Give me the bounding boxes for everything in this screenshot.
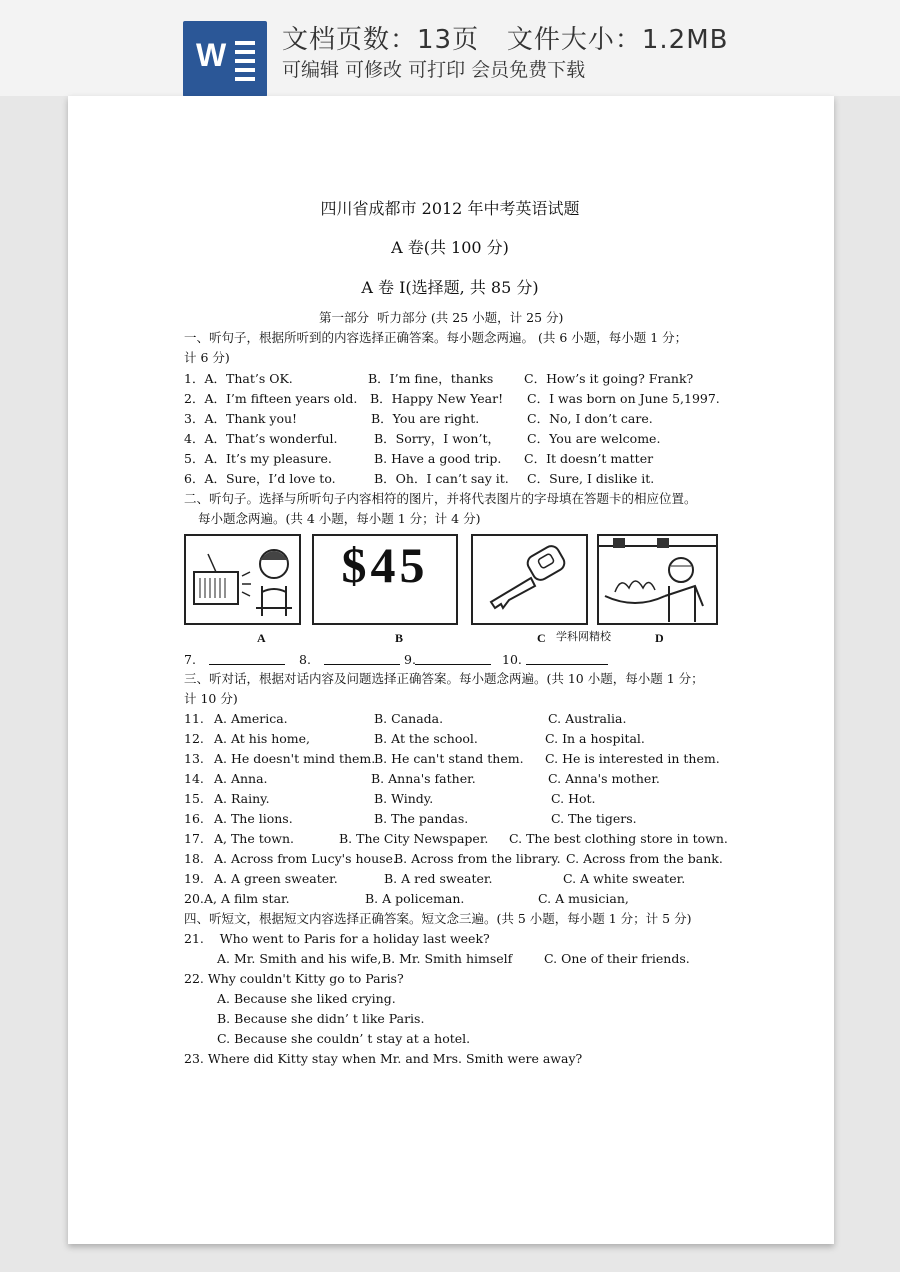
question-16-b: B. The pandas. <box>374 811 469 826</box>
blank-9-label: 9. <box>404 652 416 667</box>
question-11-b: B. Canada. <box>374 711 444 726</box>
question-14-b: B. Anna's father. <box>371 771 476 786</box>
picture-label-b: B <box>395 631 404 645</box>
exam-title: 四川省成都市 2012 年中考英语试题 <box>320 199 580 218</box>
question-19-a: A. A green sweater. <box>214 871 338 886</box>
question-12-a: A. At his home, <box>214 731 311 746</box>
question-20-a: A, A film star. <box>204 891 290 906</box>
section4-instruction: 四、听短文，根据短文内容选择正确答案。短文念三遍。(共 5 小题，每小题 1 分；计 5 分) <box>184 911 692 926</box>
radio-person-illustration <box>186 536 299 623</box>
part1-heading: 第一部分 听力部分 (共 25 小题，计 25 分) <box>319 310 564 325</box>
document-features: 可编辑 可修改 可打印 会员免费下载 <box>282 59 586 81</box>
question-2-b: B．Happy New Year! <box>370 391 504 406</box>
question-1-b: B．I’m fine，thanks <box>368 371 494 386</box>
blank-8-line <box>324 664 400 665</box>
question-18-a: A. Across from Lucy's house. <box>214 851 397 866</box>
question-17-num: 17. <box>184 831 204 846</box>
picture-label-a: A <box>257 631 266 645</box>
question-20-num: 20. <box>184 891 204 906</box>
picture-a-radio-listener <box>184 534 301 625</box>
question-17-c: C. The best clothing store in town. <box>509 831 728 846</box>
blank-7-label: 7. <box>184 652 196 667</box>
question-14-a: A. Anna. <box>214 771 268 786</box>
section1-instruction: 一、听句子，根据所听到的内容选择正确答案。每小题念两遍。 (共 6 小题，每小题 1 分； <box>184 330 688 345</box>
question-17-a: A, The town. <box>214 831 295 846</box>
question-23: 23. Where did Kitty stay when Mr. and Mrs. Smith were away? <box>184 1051 583 1066</box>
question-6-b: B．Oh．I can’t say it. <box>374 471 509 486</box>
question-18-b: B. Across from the library. <box>394 851 561 866</box>
key-illustration <box>473 536 586 623</box>
question-12-b: B. At the school. <box>374 731 478 746</box>
blank-8-label: 8. <box>299 652 311 667</box>
question-15-b: B. Windy. <box>374 791 434 806</box>
question-11-num: 11. <box>184 711 204 726</box>
question-14-c: C. Anna's mother. <box>548 771 660 786</box>
question-22-a: A. Because she liked crying. <box>217 991 396 1006</box>
document-meta: 文档页数：13页 文件大小：1.2MB <box>282 25 729 55</box>
picture-b-price <box>312 534 458 625</box>
question-13-c: C. He is interested in them. <box>545 751 720 766</box>
question-6-a: 6．A．Sure，I’d love to. <box>184 471 336 486</box>
question-3-c: C．No, I don’t care. <box>527 411 653 426</box>
picture-d-cooking <box>597 534 718 625</box>
section1-instruction-cont: 计 6 分) <box>184 350 230 365</box>
question-19-c: C. A white sweater. <box>563 871 686 886</box>
question-13-a: A. He doesn't mind them. <box>214 751 376 766</box>
section2-instruction-cont: 每小题念两遍。(共 4 小题，每小题 1 分；计 4 分) <box>198 511 481 526</box>
question-18-num: 18. <box>184 851 204 866</box>
question-21-b: B. Mr. Smith himself <box>382 951 513 966</box>
question-11-a: A. America. <box>214 711 288 726</box>
question-6-c: C．Sure, I dislike it. <box>527 471 655 486</box>
question-2-c: C．I was born on June 5,1997. <box>527 391 720 406</box>
question-21: 21. Who went to Paris for a holiday last week? <box>184 931 490 946</box>
question-17-b: B. The City Newspaper. <box>339 831 489 846</box>
question-22: 22. Why couldn't Kitty go to Paris? <box>184 971 404 986</box>
picture-label-d: D <box>655 631 664 645</box>
question-2-a: 2．A．I’m fifteen years old. <box>184 391 358 406</box>
question-22-b: B. Because she didn’ t like Paris. <box>217 1011 425 1026</box>
cooking-illustration <box>599 536 716 623</box>
question-4-b: B．Sorry，I won’t， <box>374 431 500 446</box>
picture-label-c: C <box>537 631 546 645</box>
question-20-c: C. A musician, <box>538 891 629 906</box>
picture-c-key <box>471 534 588 625</box>
price-label: $45 <box>341 537 429 593</box>
blank-9-line <box>415 664 491 665</box>
section3-instruction: 三、听对话，根据对话内容及问题选择正确答案。每小题念两遍。(共 10 小题，每小题 1 分； <box>184 671 704 686</box>
paper-a1-heading: A 卷 I(选择题, 共 85 分) <box>361 278 539 297</box>
question-16-c: C. The tigers. <box>551 811 637 826</box>
question-21-a: A. Mr. Smith and his wife, <box>217 951 382 966</box>
question-5-b: B. Have a good trip. <box>374 451 502 466</box>
question-15-num: 15. <box>184 791 204 806</box>
question-3-a: 3．A．Thank you! <box>184 411 298 426</box>
question-12-num: 12. <box>184 731 204 746</box>
paper-a-heading: A 卷(共 100 分) <box>391 238 509 257</box>
watermark-text: 学科网精校 <box>556 630 611 643</box>
question-12-c: C. In a hospital. <box>545 731 645 746</box>
question-4-a: 4．A．That’s wonderful. <box>184 431 338 446</box>
question-1-a: 1．A．That’s OK. <box>184 371 293 386</box>
blank-10-label: 10. <box>502 652 522 667</box>
blank-7-line <box>209 664 285 665</box>
question-5-c: C．It doesn’t matter <box>524 451 654 466</box>
question-18-c: C. Across from the bank. <box>566 851 723 866</box>
question-19-num: 19. <box>184 871 204 886</box>
section3-instruction-cont: 计 10 分) <box>184 691 238 706</box>
question-15-c: C. Hot. <box>551 791 596 806</box>
question-5-a: 5．A．It’s my pleasure. <box>184 451 332 466</box>
word-icon-letter: W <box>196 37 227 73</box>
question-11-c: C. Australia. <box>548 711 627 726</box>
question-20-b: B. A policeman. <box>365 891 465 906</box>
question-21-c: C. One of their friends. <box>544 951 690 966</box>
question-4-c: C．You are welcome. <box>527 431 661 446</box>
question-19-b: B. A red sweater. <box>384 871 493 886</box>
question-16-num: 16. <box>184 811 204 826</box>
question-13-b: B. He can't stand them. <box>374 751 524 766</box>
question-15-a: A. Rainy. <box>214 791 270 806</box>
question-16-a: A. The lions. <box>214 811 293 826</box>
section2-instruction: 二、听句子。选择与所听句子内容相符的图片，并将代表图片的字母填在答题卡的相应位置。 <box>184 491 697 506</box>
question-13-num: 13. <box>184 751 204 766</box>
question-14-num: 14. <box>184 771 204 786</box>
blank-10-line <box>526 664 608 665</box>
question-22-c: C. Because she couldn’ t stay at a hotel. <box>217 1031 471 1046</box>
question-3-b: B．You are right. <box>371 411 480 426</box>
question-1-c: C．How’s it going? Frank? <box>524 371 694 386</box>
